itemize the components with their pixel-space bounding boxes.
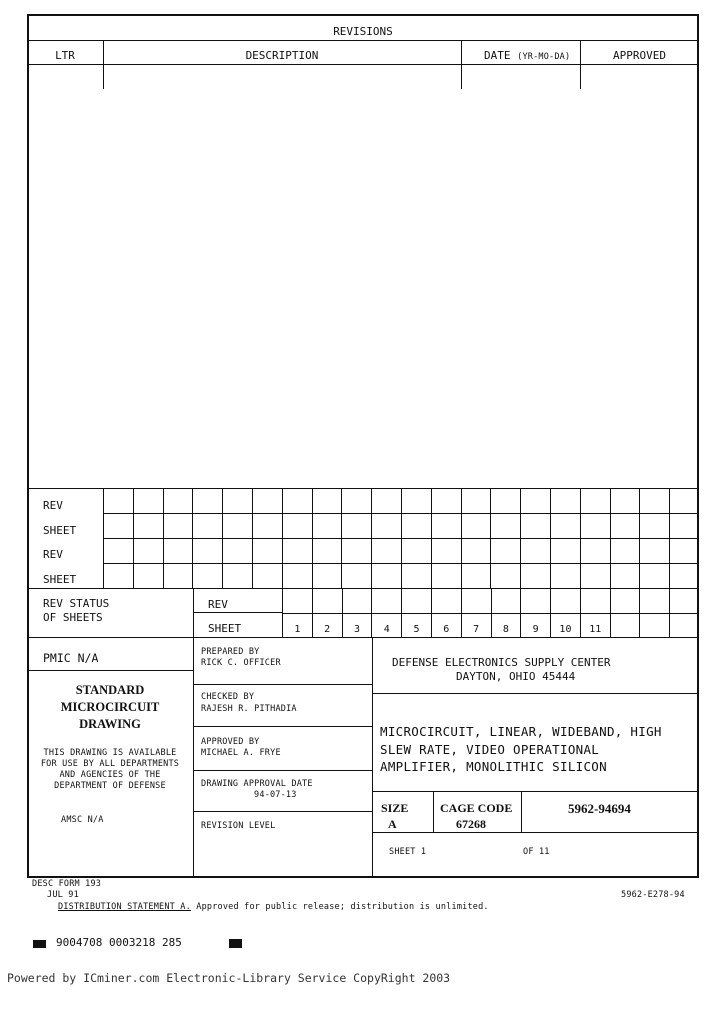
- cage-divider: [521, 791, 522, 832]
- footer-copyright: Powered by ICminer.com Electronic-Library Service CopyRight 2003: [7, 971, 451, 985]
- grid-cell: [133, 488, 163, 513]
- sheet-number-3: 3: [342, 613, 372, 638]
- checked-by-label: CHECKED BY: [201, 692, 255, 702]
- cage-code-label: CAGE CODE: [440, 801, 513, 815]
- sheet-number-7: 7: [461, 613, 491, 638]
- grid-cell: [431, 588, 461, 613]
- checked-divider: [193, 726, 372, 727]
- grid-cell: [222, 513, 252, 538]
- sheet-number-1: 1: [282, 613, 312, 638]
- sheet-number-6: 6: [431, 613, 461, 638]
- grid-cell: [401, 563, 431, 588]
- standard-line-3: DRAWING: [79, 717, 141, 731]
- prepared-by-label: PREPARED BY: [201, 647, 260, 657]
- barcode-number: 9004708 0003218 285: [56, 936, 182, 949]
- grid-cell: [312, 488, 342, 513]
- grid-cell: [520, 488, 550, 513]
- grid-cell: [610, 513, 640, 538]
- grid-cell: [431, 538, 461, 563]
- grid-cell: [639, 588, 669, 613]
- grid-cell: [371, 538, 401, 563]
- grid-cell: [163, 513, 193, 538]
- grid-cell: [371, 513, 401, 538]
- size-divider: [433, 791, 434, 832]
- grid-cell: [252, 538, 282, 563]
- grid-cell: [520, 513, 550, 538]
- approved-divider: [193, 770, 372, 771]
- grid-cell: [282, 538, 312, 563]
- agency-line-2: DAYTON, OHIO 45444: [456, 670, 576, 683]
- ltr-column-header: LTR: [55, 49, 75, 62]
- rev-status-label-2: OF SHEETS: [43, 611, 103, 624]
- rev-status-sheet-label: SHEET: [208, 622, 242, 635]
- grid-cell: [312, 588, 342, 613]
- rev-status-mid-line: [193, 612, 282, 613]
- grid-cell: [520, 538, 550, 563]
- revisions-title-divider: [27, 40, 699, 41]
- distribution-statement: [58, 902, 489, 912]
- grid-cell: [550, 563, 580, 588]
- distribution-label: DISTRIBUTION STATEMENT A.: [58, 902, 191, 912]
- grid-cell: [550, 588, 580, 613]
- standard-line-2: MICROCIRCUIT: [60, 700, 160, 714]
- grid-cell: [431, 563, 461, 588]
- prepared-by-name: RICK C. OFFICER: [201, 658, 281, 668]
- grid-cell: [669, 563, 699, 588]
- grid-cell: [312, 538, 342, 563]
- date-label: DATE: [484, 49, 511, 62]
- grid-cell: [431, 488, 461, 513]
- grid-cell: [610, 563, 640, 588]
- grid-cell: [669, 538, 699, 563]
- grid-cell: [550, 538, 580, 563]
- grid-cell: [550, 488, 580, 513]
- sheet-number-4: 4: [371, 613, 401, 638]
- grid-cell: [639, 613, 669, 638]
- grid-cell: [133, 538, 163, 563]
- grid-cell: [252, 513, 282, 538]
- barcode-left-mark: [33, 940, 46, 948]
- pmic-label: PMIC N/A: [43, 651, 99, 665]
- grid-cell: [401, 538, 431, 563]
- sheet-number-10: 10: [550, 613, 580, 638]
- grid-cell: [580, 538, 610, 563]
- grid-cell: [580, 513, 610, 538]
- grid-cell: [312, 513, 342, 538]
- sheet-number-9: 9: [520, 613, 550, 638]
- title-divider: [372, 791, 699, 792]
- standard-title: [27, 682, 193, 733]
- grid-cell: [282, 588, 312, 613]
- grid-cell: [461, 563, 491, 588]
- grid-cell: [610, 488, 640, 513]
- sheet-number-11: 11: [580, 613, 610, 638]
- title-line-1: MICROCIRCUIT, LINEAR, WIDEBAND, HIGH: [380, 724, 662, 739]
- grid-cell: [341, 563, 371, 588]
- availability-line-4: DEPARTMENT OF DEFENSE: [54, 781, 166, 791]
- grid-cell: [490, 563, 520, 588]
- revision-level-label: REVISION LEVEL: [201, 821, 276, 831]
- cage-code-value: 67268: [456, 817, 486, 831]
- grid-cell: [639, 563, 669, 588]
- rev-status-divider: [193, 588, 194, 878]
- grid-cell: [371, 488, 401, 513]
- grid-cell: [282, 513, 312, 538]
- prepared-divider: [193, 684, 372, 685]
- grid-cell: [282, 488, 312, 513]
- grid-cell: [192, 563, 222, 588]
- sheet-row-label-1: SHEET: [43, 524, 77, 537]
- revisions-title: REVISIONS: [333, 25, 393, 38]
- grid-cell: [103, 513, 133, 538]
- grid-cell: [371, 563, 401, 588]
- grid-cell: [401, 488, 431, 513]
- revisions-header-divider: [27, 64, 699, 65]
- grid-cell: [610, 588, 640, 613]
- grid-cell: [222, 488, 252, 513]
- grid-cell: [461, 488, 491, 513]
- grid-cell: [401, 588, 431, 613]
- rev-status-label-1: REV STATUS: [43, 597, 110, 610]
- grid-cell: [520, 563, 550, 588]
- rev-status-grid: [282, 588, 699, 637]
- rev-grid-upper: [103, 488, 699, 588]
- date-column-line: [580, 40, 581, 89]
- size-row-bottom-line: [372, 832, 699, 833]
- grid-cell: [342, 588, 372, 613]
- grid-cell: [580, 588, 610, 613]
- grid-cell: [163, 538, 193, 563]
- approval-date-divider: [193, 811, 372, 812]
- grid-cell: [490, 513, 520, 538]
- grid-cell: [610, 538, 640, 563]
- grid-cell: [341, 488, 371, 513]
- availability-line-2: FOR USE BY ALL DEPARTMENTS: [40, 759, 180, 769]
- grid-cell: [610, 613, 640, 638]
- grid-cell: [639, 513, 669, 538]
- title-line-2: SLEW RATE, VIDEO OPERATIONAL: [380, 741, 600, 757]
- pmic-divider: [27, 670, 193, 671]
- approved-by-label: APPROVED BY: [201, 737, 260, 747]
- form-date: JUL 91: [47, 890, 79, 900]
- grid-cell: [103, 563, 133, 588]
- checked-by-name: RAJESH R. PITHADIA: [201, 704, 297, 714]
- grid-cell: [669, 513, 699, 538]
- grid-cell: [669, 613, 699, 638]
- approval-date-value: 94-07-13: [254, 790, 297, 800]
- drawing-number: 5962-94694: [568, 801, 631, 816]
- grid-cell: [461, 538, 491, 563]
- availability-note: [27, 748, 193, 792]
- description-column-header: DESCRIPTION: [245, 49, 319, 62]
- standard-line-1: STANDARD: [75, 683, 145, 697]
- approved-column-header: APPROVED: [613, 49, 666, 62]
- rev-row-label-2: REV: [43, 548, 63, 561]
- grid-cell: [282, 563, 312, 588]
- grid-cell: [341, 538, 371, 563]
- rev-status-bottom-line: [27, 637, 699, 638]
- agency-divider: [372, 693, 699, 694]
- grid-cell: [520, 588, 550, 613]
- signature-column-divider: [372, 637, 373, 878]
- grid-cell: [401, 513, 431, 538]
- grid-cell: [133, 513, 163, 538]
- ltr-column-line: [103, 40, 104, 89]
- sheet-of-label: OF 11: [523, 847, 550, 857]
- barcode-right-mark: [229, 939, 242, 948]
- title-line-3: AMPLIFIER, MONOLITHIC SILICON: [380, 759, 607, 774]
- grid-cell: [163, 488, 193, 513]
- grid-cell: [639, 538, 669, 563]
- size-label: SIZE: [381, 801, 409, 815]
- rev-row-label-1: REV: [43, 499, 63, 512]
- sheet-number-5: 5: [401, 613, 431, 638]
- document-code: 5962-E278-94: [621, 890, 685, 900]
- grid-cell: [669, 488, 699, 513]
- sheet-row-label-2: SHEET: [43, 573, 77, 586]
- grid-cell: [252, 563, 282, 588]
- approved-by-name: MICHAEL A. FRYE: [201, 748, 281, 758]
- grid-cell: [222, 538, 252, 563]
- sheet-number-2: 2: [312, 613, 342, 638]
- grid-cell: [252, 488, 282, 513]
- grid-cell: [431, 513, 461, 538]
- agency-line-1: DEFENSE ELECTRONICS SUPPLY CENTER: [392, 656, 611, 669]
- grid-cell: [491, 588, 521, 613]
- grid-cell: [133, 563, 163, 588]
- size-value: A: [388, 817, 397, 831]
- availability-line-1: THIS DRAWING IS AVAILABLE: [43, 748, 177, 758]
- grid-cell: [163, 563, 193, 588]
- grid-cell: [192, 538, 222, 563]
- description-column-line: [461, 40, 462, 89]
- rev-status-rev-label: REV: [208, 598, 228, 611]
- approval-date-label: DRAWING APPROVAL DATE: [201, 779, 313, 789]
- grid-cell: [222, 563, 252, 588]
- amsc-label: AMSC N/A: [61, 815, 104, 825]
- grid-cell: [490, 538, 520, 563]
- grid-cell: [461, 513, 491, 538]
- grid-cell: [669, 588, 699, 613]
- availability-line-3: AND AGENCIES OF THE: [59, 770, 161, 780]
- grid-cell: [639, 488, 669, 513]
- grid-cell: [103, 538, 133, 563]
- grid-cell: [550, 513, 580, 538]
- date-format: (YR-MO-DA): [517, 52, 571, 62]
- sheet-number-8: 8: [491, 613, 521, 638]
- distribution-text: Approved for public release; distribution is unlimited.: [196, 902, 489, 912]
- grid-cell: [461, 588, 491, 613]
- grid-cell: [371, 588, 401, 613]
- form-number: DESC FORM 193: [32, 879, 102, 889]
- grid-cell: [580, 563, 610, 588]
- grid-cell: [103, 488, 133, 513]
- sheet-label: SHEET 1: [389, 847, 427, 857]
- grid-cell: [312, 563, 342, 588]
- grid-cell: [490, 488, 520, 513]
- grid-cell: [341, 513, 371, 538]
- grid-cell: [192, 513, 222, 538]
- date-column-header: [484, 49, 570, 62]
- grid-cell: [580, 488, 610, 513]
- grid-cell: [192, 488, 222, 513]
- drawing-title: [380, 723, 662, 776]
